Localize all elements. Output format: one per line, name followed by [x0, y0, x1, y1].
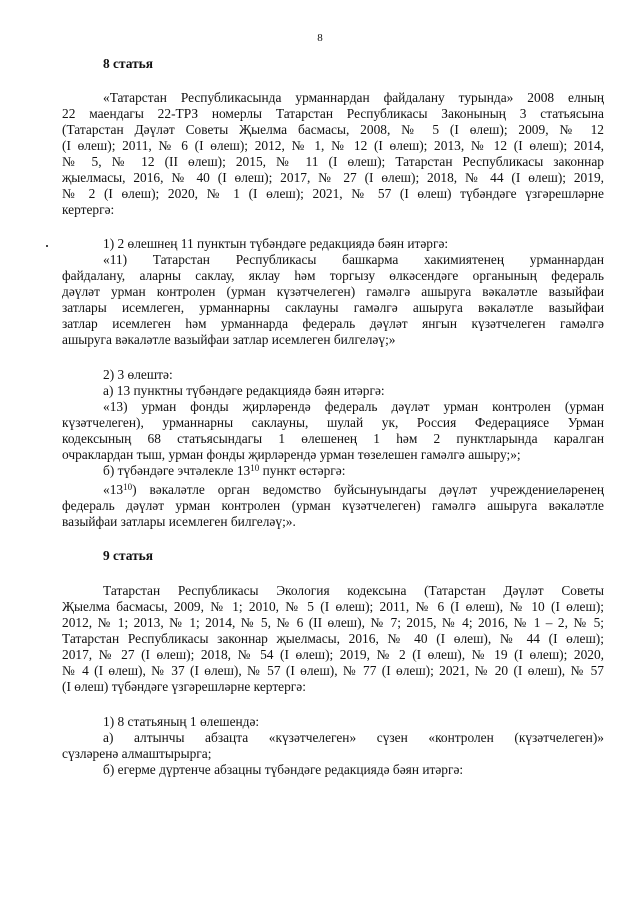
text-line: (I өлеш) түбәндәге үзгәрешләрне кертергә: [62, 679, 306, 694]
text-line: дәүләт урман контролен (урман күзәтчелеген) гамәлгә ашыруга вәкаләтле вазыйфаи [62, 284, 604, 299]
text-line: очраклардан тыш, урман фонды җирләрендә урман төзелешен гамәлгә ашыру;»; [62, 447, 521, 462]
text-line: (I өлеш); 2011, № 6 (I өлеш); 2012, № 1, № 12 (I өлеш); 2013, № 12 (I өлеш); 2014, [62, 138, 604, 153]
article-8-item-1: 1) 2 өлешнең 11 пунктын түбәндәге редакциядә бәян итәргә: [103, 236, 449, 251]
text-line: «Татарстан Республикасында урманнардан файдалану турында» 2008 елның [103, 90, 604, 105]
text-line: № 4 (I өлеш), № 37 (I өлеш), № 57 (I өлеш), № 77 (I өлеш); 2021, № 20 (I өлеш), № 57 [62, 663, 604, 678]
text-line: 22 маендагы 22-ТРЗ номерлы Татарстан Республикасы Законының 3 статьясына [62, 106, 604, 121]
text-line: җыелмасы, 2016, № 40 (I өлеш); 2017, № 27 (I өлеш); 2018, № 44 (I өлеш); 2019, [62, 170, 604, 185]
article-9-item-1b: б) егерме дүртенче абзацны түбәндәге редакциядә бәян итәргә: [103, 762, 464, 777]
text-line: Татарстан Республикасы Экология кодексына (Татарстан Дәүләт Советы [103, 583, 604, 598]
item-2b-text-superscript: 10 [123, 482, 133, 492]
text-line: Җыелма басмасы, 2009, № 1; 2010, № 5 (I өлеш); 2011, № 6 (I өлеш), № 10 (I өлеш); [62, 599, 604, 614]
margin-mark [46, 245, 48, 247]
text-line: кодексының 68 статьясындагы 1 өлешенең 1 һәм 2 пунктларында каралган [62, 431, 604, 446]
text-line: а) алтынчы абзацта «күзәтчелеген» сүзен «контролен (күзәтчелеген)» [103, 730, 604, 745]
text-line: (Татарстан Дәүләт Советы Җыелма басмасы, 2008, № 5 (I өлеш); 2009, № 12 [62, 122, 604, 137]
text-line: кертергә: [62, 202, 115, 217]
text-line: 2017, № 27 (I өлеш); 2018, № 54 (I өлеш); 2019, № 2 (I өлеш), № 19 (I өлеш); 2020, [62, 647, 604, 662]
text-line: № 5, № 12 (II өлеш); 2015, № 11 (I өлеш); Татарстан Республикасы законнар [62, 154, 604, 169]
item-2b-text-prefix: «13 [103, 482, 124, 497]
text-line: күзәтчелеген), урманнарны саклауны, шулай ук, Россия Федерациясе Урман [62, 415, 604, 430]
text-line [103, 482, 604, 498]
article-8-item-2b [103, 463, 604, 479]
article-8-item-2a: а) 13 пунктны түбәндәге редакциядә бәян итәргә: [103, 383, 385, 398]
article-8-heading: 8 статья [103, 56, 153, 71]
item-2b-superscript: 10 [250, 463, 260, 473]
article-9-heading: 9 статья [103, 548, 153, 563]
text-line: вазыйфаи затлары исемлеген билгеләү;». [62, 514, 296, 529]
text-line: файдалану, аларны саклау, яклау һәм торгызу өлкәсендәге органының федераль [62, 268, 604, 283]
item-2b-text-first: ) вәкаләтле орган ведомство буйсынуындагы дәүләт учреждениеләренең [132, 482, 604, 497]
text-line: затлар исемлеген һәм урманнарда федераль дәүләт янгын күзәтчелеген гамәлгә [62, 316, 604, 331]
text-line: № 2 (I өлеш); 2020, № 1 (I өлеш); 2021, № 57 (I өлеш) түбәндәге үзгәрешләрне [62, 186, 604, 201]
article-8-item-2: 2) 3 өлештә: [103, 367, 173, 382]
text-line: сүзләренә алмаштырырга; [62, 746, 212, 761]
text-line: ашыруга вәкаләтле вазыйфаи затлар исемлеген билгеләү;» [62, 332, 396, 347]
text-line: 2012, № 1; 2013, № 1; 2014, № 5, № 6 (II өлеш), № 7; 2015, № 4; 2016, № 1 – 2, № 5; [62, 615, 604, 630]
article-9-item-1: 1) 8 статьяның 1 өлешендә: [103, 714, 260, 729]
text-line: «13) урман фонды җирләрендә федераль дәүләт урман контролен (урман [103, 399, 604, 414]
text-line: Татарстан Республикасы законнар җыелмасы, 2016, № 40 (I өлеш), № 44 (I өлеш); [62, 631, 604, 646]
page-number: 8 [317, 32, 323, 44]
text-line: «11) Татарстан Республикасы башкарма хакимиятенең урманнардан [103, 252, 604, 267]
text-line: затлары исемлеген, урманнарны саклауны гамәлгә ашыруга вәкаләтле вазыйфаи [62, 300, 604, 315]
item-2b-suffix: пункт өстәргә: [259, 463, 346, 478]
item-2b-prefix: б) түбәндәге эчтәлекле 13 [103, 463, 251, 478]
text-line: федераль дәүләт урман контролен (урман күзәтчелеген) гамәлгә ашыруга вәкаләтле [62, 498, 604, 513]
